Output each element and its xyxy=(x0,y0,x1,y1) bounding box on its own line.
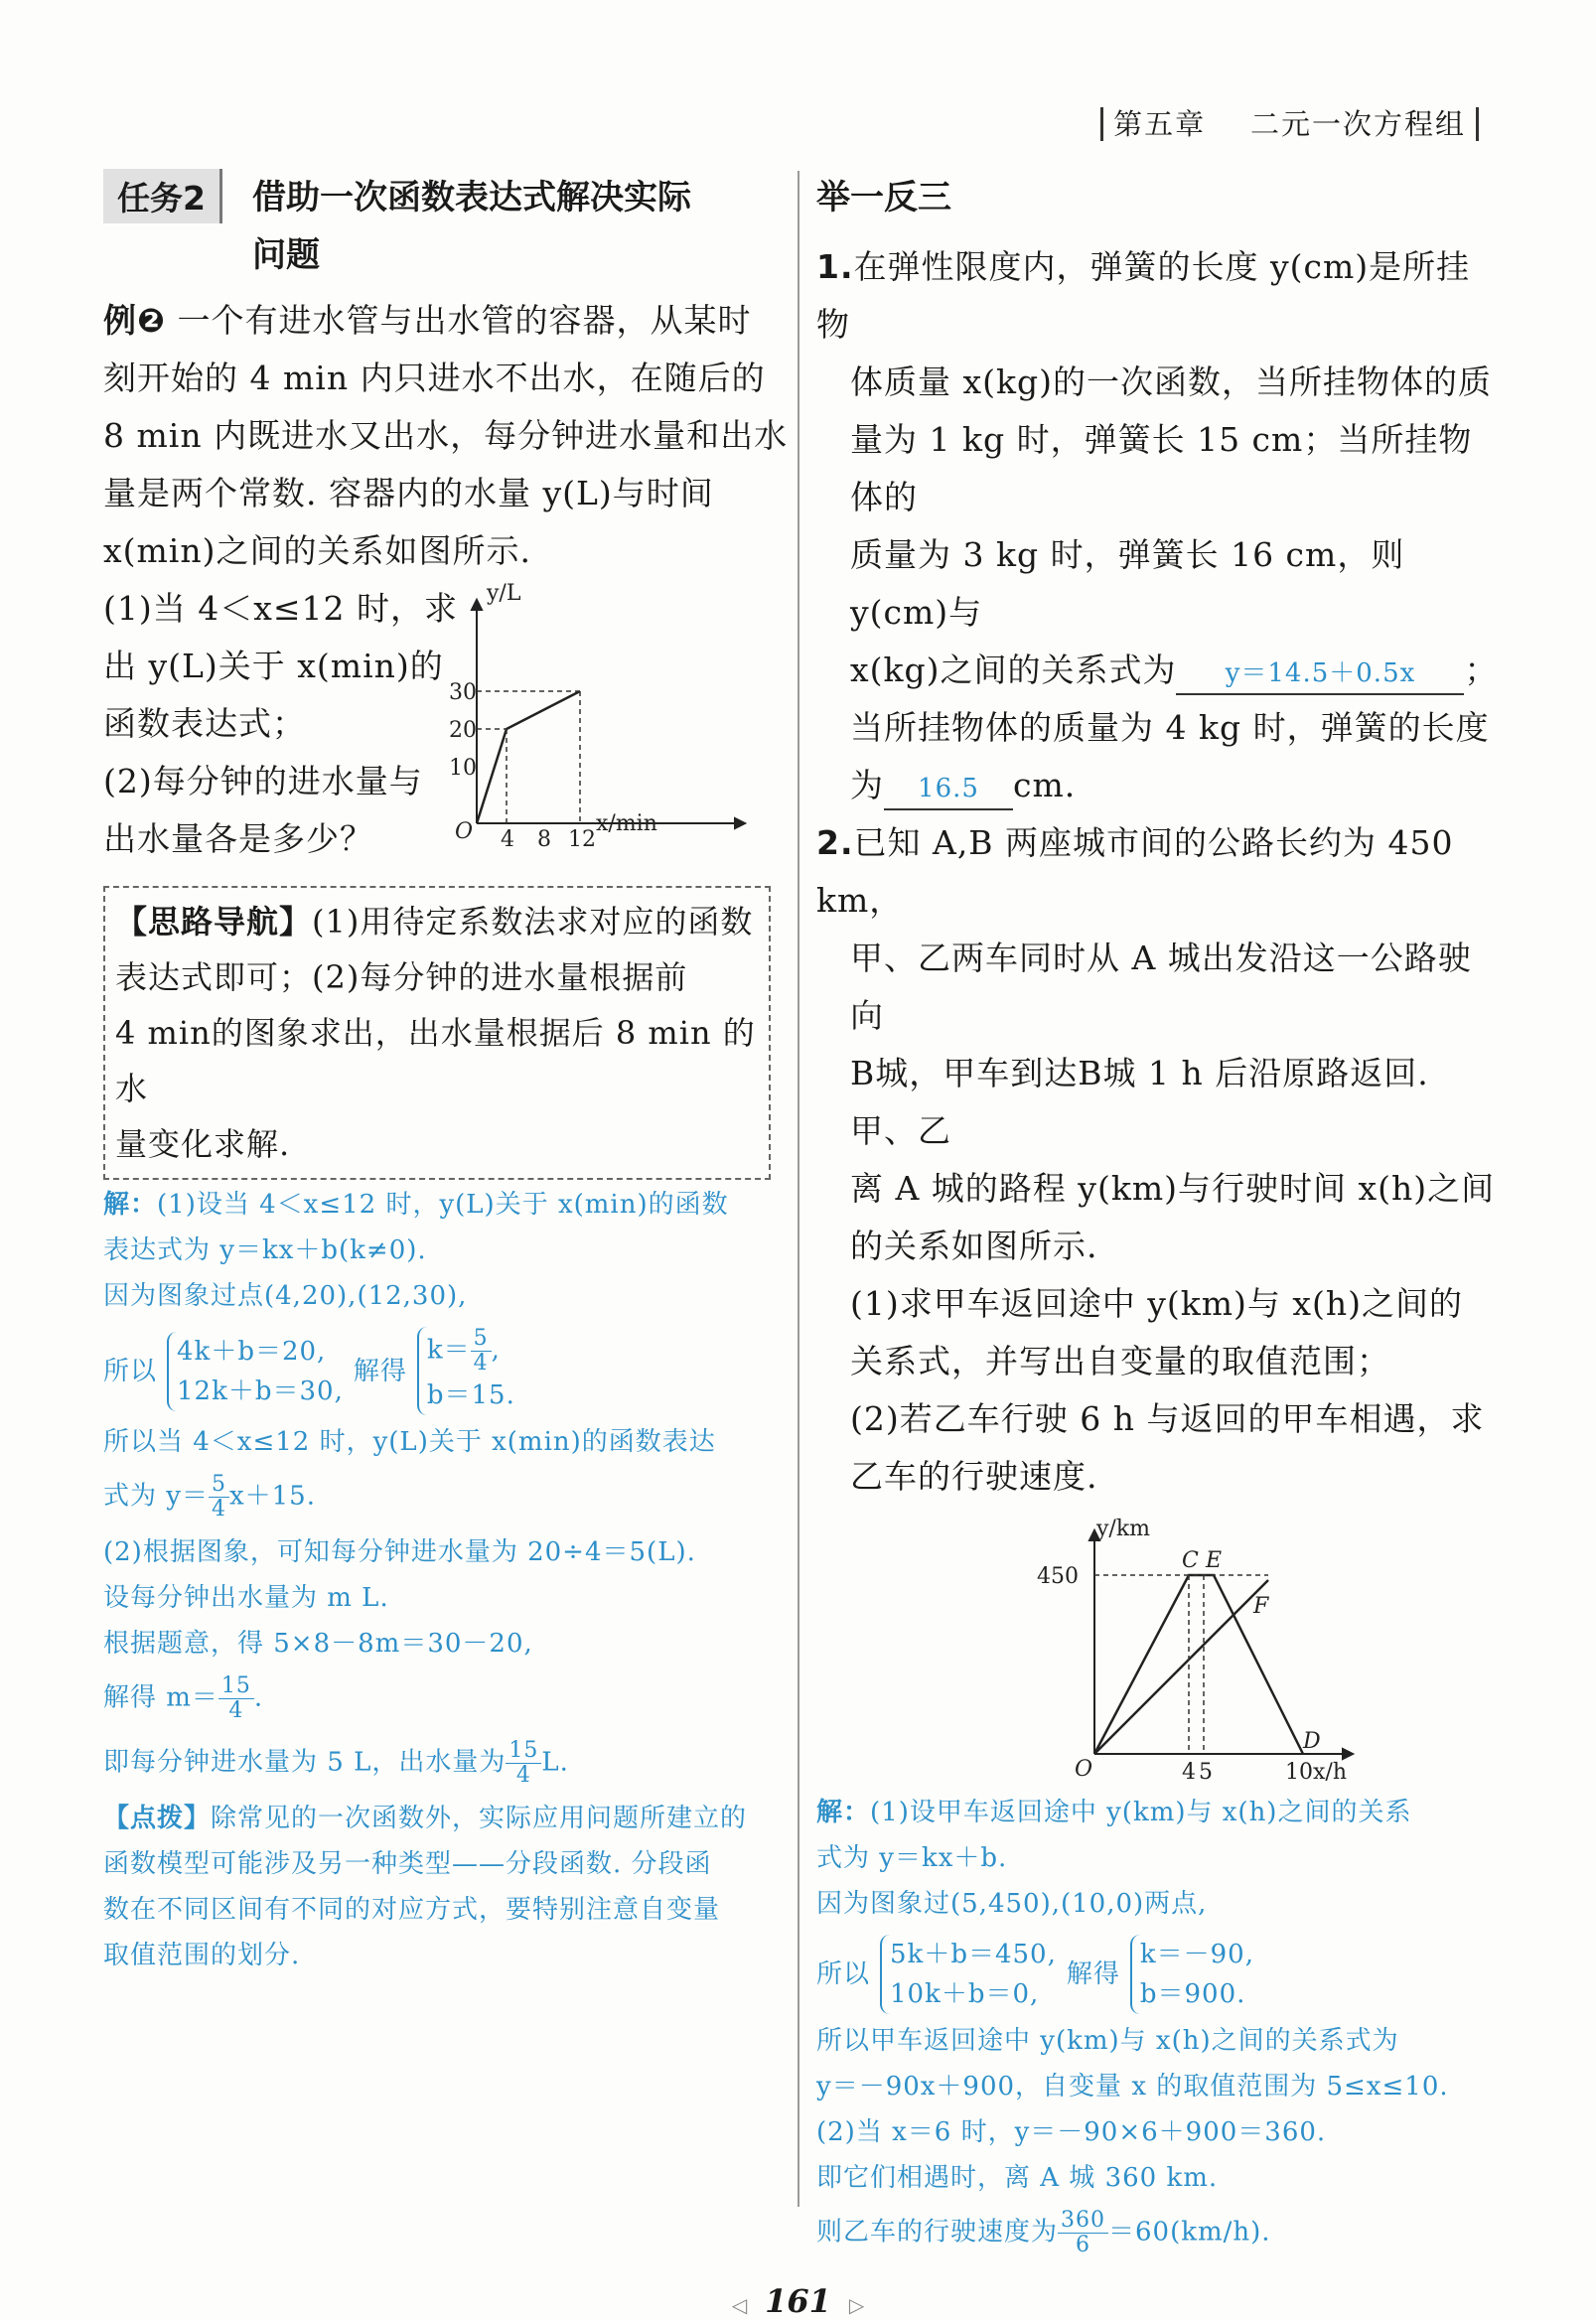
equation-system-1: 所以 4k＋b＝20, 12k＋b＝30, 解得 k＝ $\frac{5}{4}$ , b＝15. xyxy=(103,1327,771,1415)
solution-line: (1)设甲车返回途中 y(km)与 x(h)之间的关系 xyxy=(870,1798,1412,1827)
hint-line: 4 min的图象求出，出水量根据后 8 min 的水 xyxy=(115,1014,756,1107)
right-solution xyxy=(816,1798,1500,2257)
question-line: 函数表达式； xyxy=(103,704,306,743)
right-column xyxy=(816,169,1500,2273)
y-tick: 20 xyxy=(449,718,477,743)
solution-line: 表达式为 y＝kx＋b(k≠0). xyxy=(103,1235,427,1265)
solution-expression: 式为 y＝ $\frac{5}{4}$ x＋15. xyxy=(103,1472,316,1522)
water-volume-graph xyxy=(447,580,765,848)
x-axis-arrow xyxy=(1343,1749,1353,1759)
example-line-3: 8 min 内既进水又出水，每分钟进水量和出水 xyxy=(103,416,789,455)
example-line-5: x(min)之间的关系如图所示. xyxy=(103,531,531,570)
point-label: C xyxy=(1182,1548,1199,1573)
y-tick: 450 xyxy=(1037,1564,1079,1589)
task-title-line-1: 借助一次函数表达式解决实际 xyxy=(251,178,691,218)
example-line-4: 量是两个常数. 容器内的水量 y(L)与时间 xyxy=(103,474,714,512)
x-tick: 4 xyxy=(1182,1760,1196,1784)
x-tick: 12 xyxy=(568,827,596,848)
task-title-line-2: 问题 xyxy=(251,235,320,275)
tip-line: 除常见的一次函数外，实际应用问题所建立的 xyxy=(211,1804,748,1833)
point-label: D xyxy=(1303,1729,1321,1754)
question-line: (2)每分钟的进水量与 xyxy=(103,762,423,800)
question-line: (1)当 4＜x≤12 时，求 xyxy=(103,589,458,628)
tip-label: 【点拨】 xyxy=(103,1804,212,1833)
x-axis-label: x/min xyxy=(596,811,657,836)
question-line: 出 y(L)关于 x(min)的 xyxy=(103,647,444,685)
left-column xyxy=(103,169,789,1986)
left-arrow-icon: ◁ xyxy=(731,2293,748,2317)
x-axis-label: x/h xyxy=(1313,1760,1347,1784)
solution-line: (1)设当 4＜x≤12 时，y(L)关于 x(min)的函数 xyxy=(157,1190,729,1220)
page-number: ◁ 161 ▷ xyxy=(731,2282,865,2320)
tip-line: 函数模型可能涉及另一种类型——分段函数. 分段函 xyxy=(103,1849,712,1879)
hint-line: 表达式即可；(2)每分钟的进水量根据前 xyxy=(115,958,688,996)
hint-label: 【思路导航】 xyxy=(115,903,313,941)
chapter-title: 二元一次方程组 xyxy=(1249,107,1466,141)
origin-label: O xyxy=(1075,1757,1093,1782)
question-2: 2.已知 A,B 两座城市间的公路长约为 450 km， 甲、乙两车同时从 A 城出发沿这一公路驶向 B城，甲车到达B城 1 h 后沿原路返回. 甲、乙 离 A 城的路程 y(km)与行驶时间 x(h)之间 的关系如图所示. (1)求甲车返回途中 y(km)与 x(h)之间的 关系式，并写出自变量的取值范围； (2)若乙车行驶 6 h 与返回的甲车相遇，求 乙车的行驶速度. xyxy=(816,823,1496,1496)
equation-system-2: 所以 5k＋b＝450, 10k＋b＝0, 解得 k＝－90, b＝900. xyxy=(816,1935,1500,2014)
point-label: E xyxy=(1206,1548,1223,1573)
solution-line: 因为图象过点(4,20),(12,30), xyxy=(103,1281,468,1311)
left-solution xyxy=(103,1190,771,1970)
tip-line: 取值范围的划分. xyxy=(103,1941,301,1970)
y-axis-label: y/L xyxy=(487,581,521,606)
task-heading xyxy=(103,169,771,284)
example-line-1: 例❷ 一个有进水管与出水管的容器，从某时 xyxy=(103,301,752,340)
solution-label: 解： xyxy=(103,1190,158,1220)
solution-line: (2)根据图象，可知每分钟进水量为 20÷4＝5(L). xyxy=(103,1537,696,1567)
solution-m: 解得 m＝ $\frac{15}{4}$ . xyxy=(103,1673,264,1723)
x-axis-arrow xyxy=(735,818,745,828)
tip-line: 数在不同区间有不同的对应方式，要特别注意自变量 xyxy=(103,1895,721,1925)
column-divider xyxy=(798,171,799,2207)
solution-label: 解： xyxy=(816,1798,871,1827)
x-tick: 5 xyxy=(1199,1760,1213,1784)
example-label: 例❷ xyxy=(103,301,166,340)
car-a-line xyxy=(1094,1575,1303,1754)
example-line-2: 刻开始的 4 min 内只进水不出水，在随后的 xyxy=(103,359,766,397)
hint-line: (1)用待定系数法求对应的函数 xyxy=(312,903,754,941)
car-b-line xyxy=(1094,1580,1268,1754)
hint-box xyxy=(103,886,771,1180)
solution-line: 因为图象过(5,450),(10,0)两点, xyxy=(816,1889,1208,1919)
chapter-header xyxy=(1100,107,1479,141)
answer-blank-1: y＝14.5＋0.5x xyxy=(1176,653,1464,695)
solution-line: 所以甲车返回途中 y(km)与 x(h)之间的关系式为 xyxy=(816,2026,1399,2056)
solution-line: 式为 y＝kx＋b. xyxy=(816,1843,1008,1873)
solution-speed: 则乙车的行驶速度为 $\frac{360}{6}$ ＝60(km/h). xyxy=(816,2208,1271,2257)
chapter-label: 第五章 xyxy=(1113,107,1207,141)
volume-line xyxy=(477,691,580,823)
distance-graph xyxy=(1035,1516,1363,1784)
right-arrow-icon: ▷ xyxy=(848,2293,865,2317)
y-tick: 30 xyxy=(449,680,477,705)
solution-line: 根据题意，得 5×8－8m＝30－20, xyxy=(103,1629,533,1659)
y-axis-label: y/km xyxy=(1096,1517,1151,1541)
solution-line: 所以当 4＜x≤12 时，y(L)关于 x(min)的函数表达 xyxy=(103,1427,716,1457)
solution-final: 即每分钟进水量为 5 L，出水量为 $\frac{15}{4}$ L. xyxy=(103,1738,569,1788)
practice-title: 举一反三 xyxy=(816,178,951,218)
solution-line: (2)当 x＝6 时，y＝－90×6＋900＝360. xyxy=(816,2117,1327,2147)
y-axis-arrow xyxy=(472,600,482,610)
question-text xyxy=(103,580,458,868)
solution-line: 设每分钟出水量为 m L. xyxy=(103,1583,389,1613)
question-line: 出水量各是多少？ xyxy=(103,819,373,858)
question-1: 1.在弹性限度内，弹簧的长度 y(cm)是所挂物 体质量 x(kg)的一次函数，当所挂物体的质 量为 1 kg 时，弹簧长 15 cm；当所挂物体的 质量为 3 kg 时，弹簧长 16 cm，则 y(cm)与 x(kg)之间的关系式为 y＝14.5＋0.5x ； 当所挂物体的质量为 4 kg 时，弹簧的长度 为 16.5 cm. xyxy=(816,238,1500,814)
origin-label: O xyxy=(455,819,474,844)
answer-blank-2: 16.5 xyxy=(884,769,1013,810)
hint-line: 量变化求解. xyxy=(115,1125,291,1163)
x-tick: 4 xyxy=(501,827,514,848)
point-label: F xyxy=(1253,1594,1269,1619)
task-badge: 任务2 xyxy=(103,169,222,223)
y-tick: 10 xyxy=(449,756,477,781)
x-tick: 8 xyxy=(537,827,551,848)
question-with-graph xyxy=(103,580,771,868)
solution-line: y＝－90x＋900，自变量 x 的取值范围为 5≤x≤10. xyxy=(816,2072,1449,2102)
x-tick: 10 xyxy=(1285,1760,1313,1784)
solution-line: 即它们相遇时，离 A 城 360 km. xyxy=(816,2163,1219,2193)
